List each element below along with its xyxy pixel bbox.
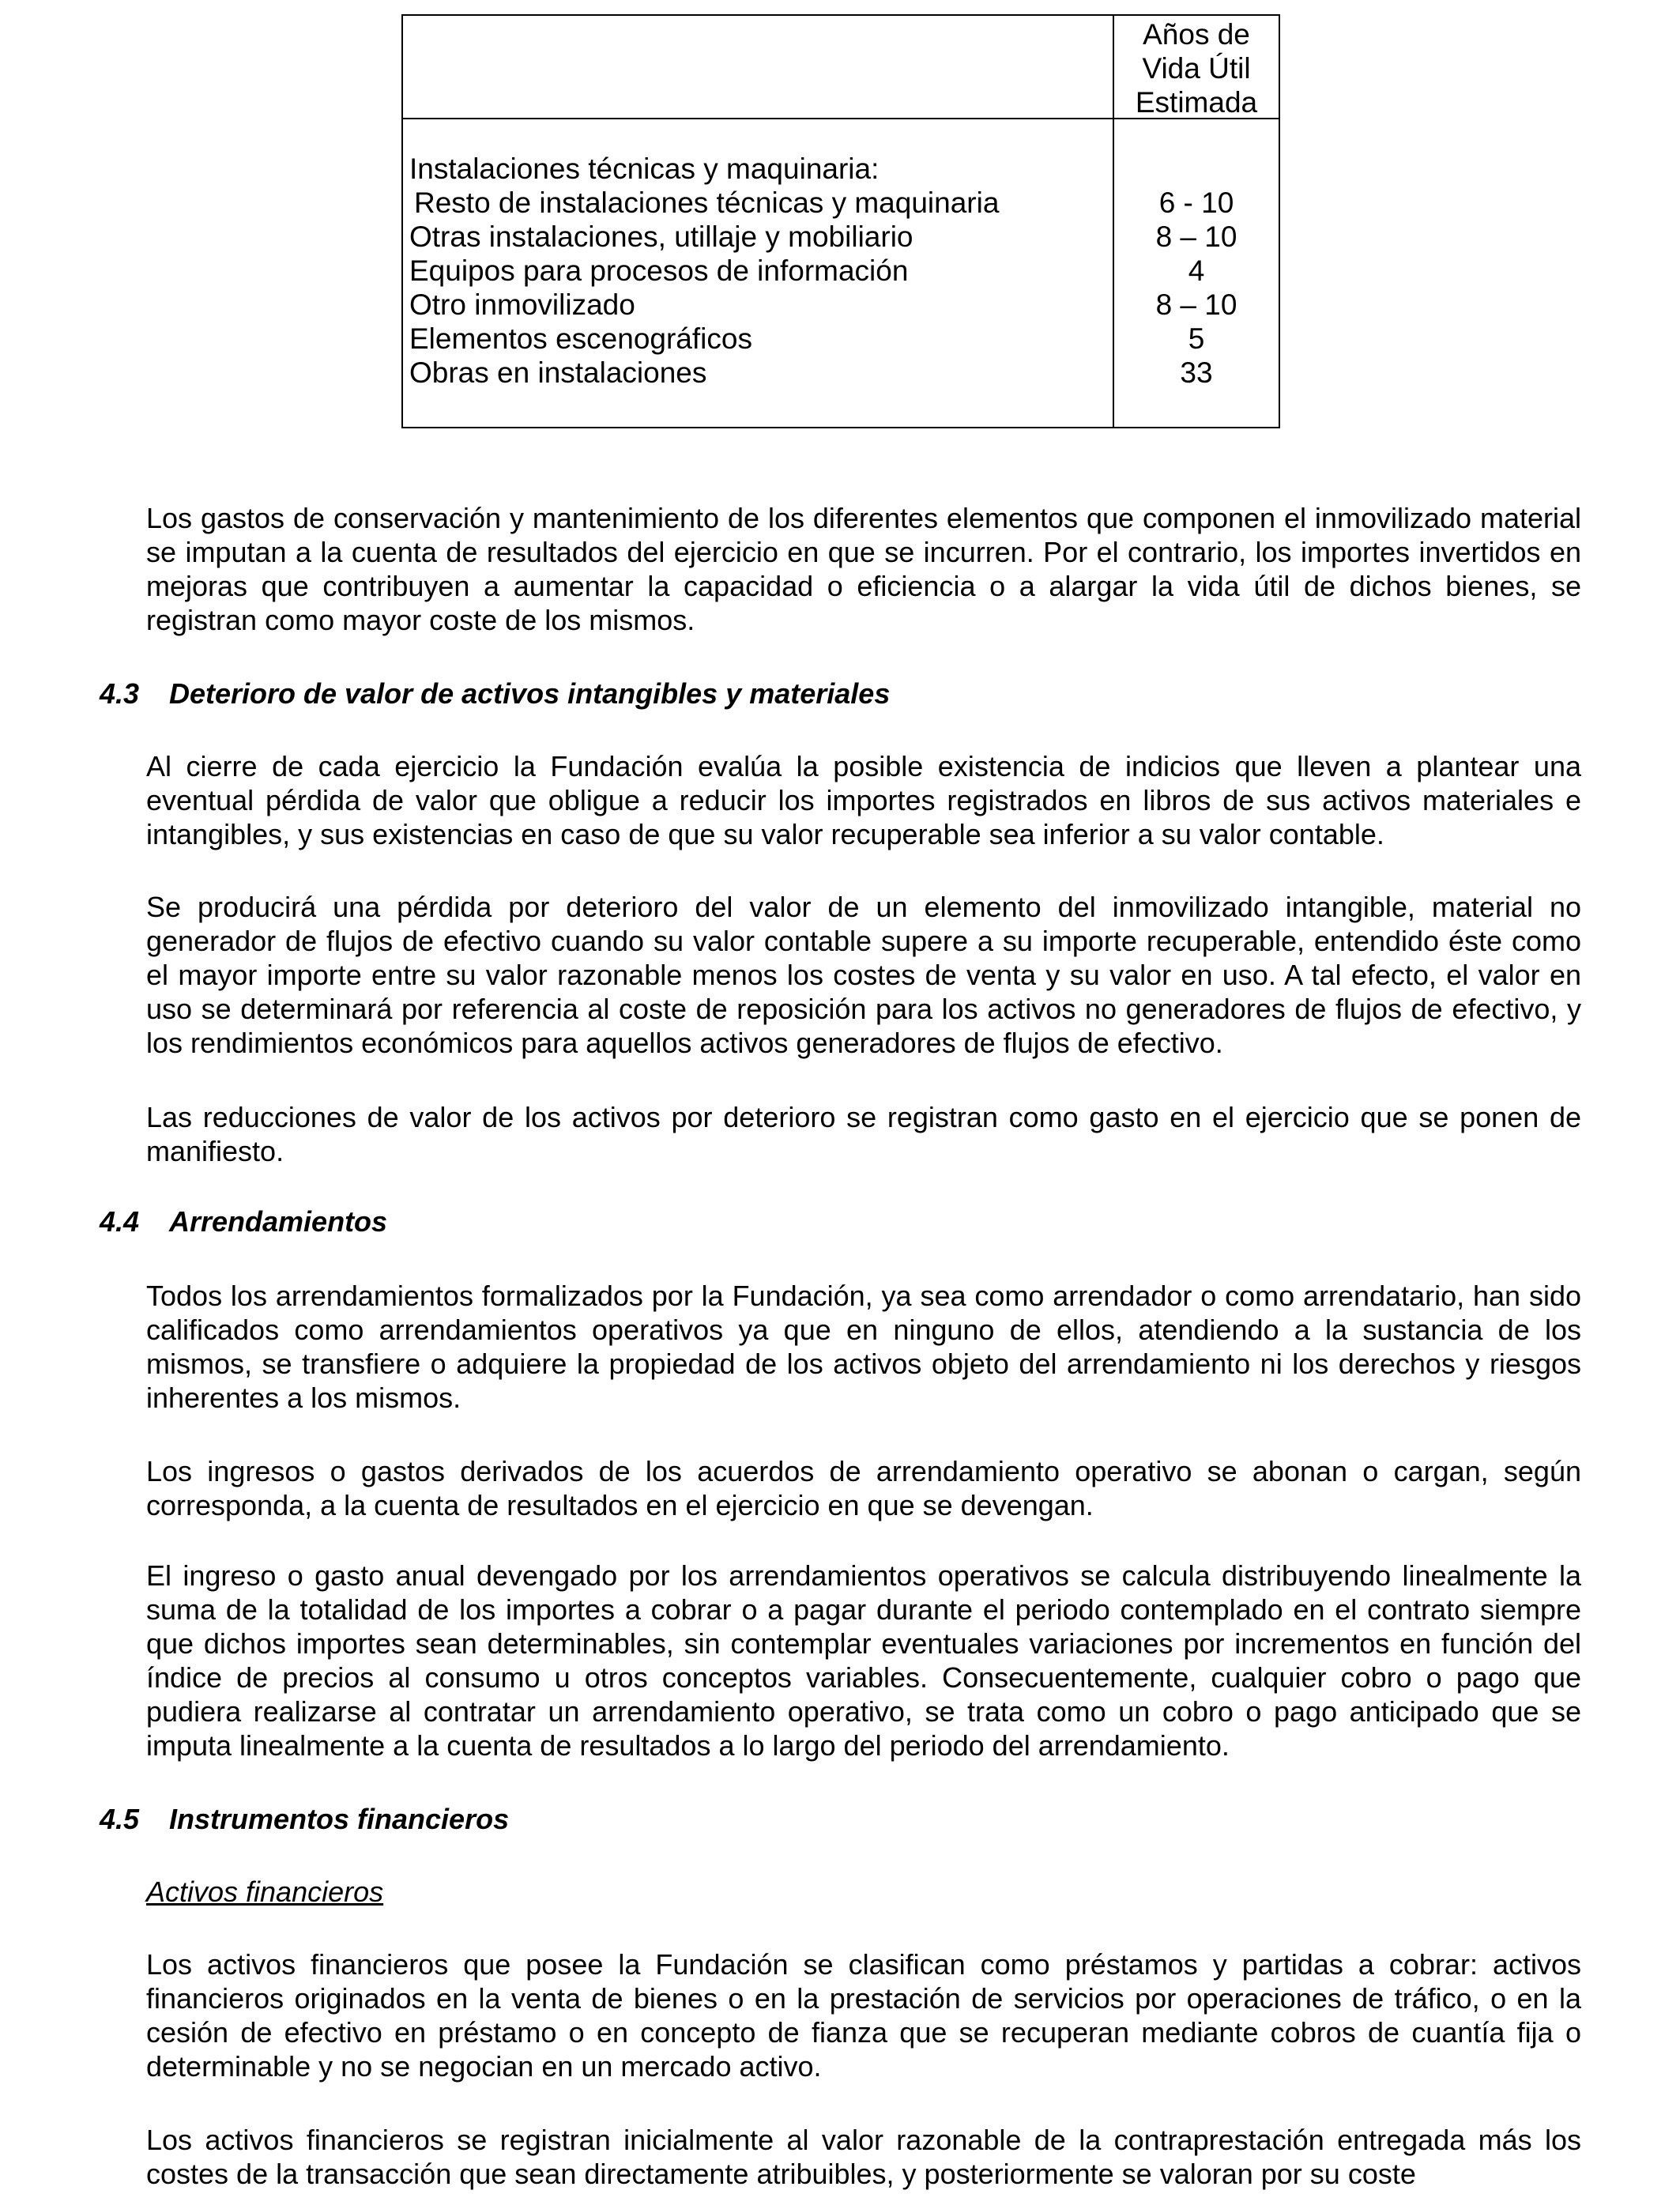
section-title: Arrendamientos: [169, 1205, 388, 1238]
table-row-label: Resto de instalaciones técnicas y maquinaria: [414, 187, 1000, 219]
table-row: [403, 186, 1279, 220]
section-title: Deterioro de valor de activos intangibles y materiales: [169, 677, 891, 710]
table-row-value: 5: [1188, 322, 1205, 355]
table-row-value: 4: [1188, 254, 1205, 287]
table-row: [403, 322, 1279, 356]
table-row: [403, 288, 1279, 322]
section-4-3-paragraph: Se producirá una pérdida por deterioro del valor de un elemento del inmovilizado intangible, material no generador de flujos de efectivo cuando su valor contable supere a su importe recuperable, entendido éste como el mayor importe entre su valor razonable menos los costes de venta y su valor en uso. A tal efecto, el valor en uso se determinará por referencia al coste de reposición para los activos no generadores de flujos de efectivo, y los rendimientos económicos para aquellos activos generadores de flujos de efectivo.: [146, 891, 1581, 1059]
table-header-line: Estimada: [1135, 86, 1258, 119]
table-row-value: 6 - 10: [1158, 187, 1234, 219]
section-number: 4.3: [100, 677, 140, 710]
table-row-value: 33: [1180, 356, 1213, 389]
table-row-value: 8 – 10: [1155, 288, 1237, 321]
section-heading-4-4: [100, 1204, 387, 1238]
table-group-row: [403, 152, 1279, 186]
section-title: Instrumentos financieros: [169, 1803, 510, 1835]
table-header-years: [1114, 16, 1279, 119]
section-4-3-paragraph: Las reducciones de valor de los activos por deterioro se registran como gasto en el ejercicio que se ponen de manifiesto.: [146, 1101, 1581, 1167]
table-row-label: Obras en instalaciones: [409, 356, 707, 389]
section-heading-4-5: [100, 1802, 509, 1836]
section-number: 4.5: [100, 1803, 140, 1835]
section-4-4-paragraph: Los ingresos o gastos derivados de los acuerdos de arrendamiento operativo se abonan o cargan, según corresponda, a la cuenta de resultados en el ejercicio en que se devengan.: [146, 1455, 1581, 1521]
table-body: [403, 152, 1279, 390]
useful-life-table: [401, 14, 1280, 428]
section-4-4-paragraph: El ingreso o gasto anual devengado por los arrendamientos operativos se calcula distribuyendo linealmente la suma de la totalidad de los importes a cobrar o a pagar durante el periodo contemplado en el contrato siempre que dichos importes sean determinables, sin contemplar eventuales variaciones por incrementos en función del índice de precios al consumo u otros conceptos variables. Consecuentemente, cualquier cobro o pago que pudiera realizarse al contratar un arrendamiento operativo, se trata como un cobro o pago anticipado que se imputa linealmente a la cuenta de resultados a lo largo del periodo del arrendamiento.: [146, 1559, 1581, 1762]
table-row-label: Otras instalaciones, utillaje y mobiliario: [409, 221, 913, 253]
table-row: [403, 254, 1279, 288]
section-4-5-paragraph: Los activos financieros se registran inicialmente al valor razonable de la contraprestación entregada más los costes de la transacción que sean directamente atribuibles, y posteriormente se valoran por su coste: [146, 2124, 1581, 2190]
table-header-line: Vida Útil: [1142, 52, 1251, 85]
subheading-activos-financieros: Activos financieros: [146, 1875, 384, 1908]
section-4-4-paragraph: Todos los arrendamientos formalizados por la Fundación, ya sea como arrendador o como arrendatario, han sido calificados como arrendamientos operativos ya que en ninguno de ellos, atendiendo a la sustancia de los mismos, se transfiere o adquiere la propiedad de los activos objeto del arrendamiento ni los derechos y riesgos inherentes a los mismos.: [146, 1280, 1581, 1414]
table-row-label: Elementos escenográficos: [409, 322, 752, 355]
table-row-label: Otro inmovilizado: [409, 288, 635, 321]
maintenance-paragraph: Los gastos de conservación y mantenimiento de los diferentes elementos que componen el inmovilizado material se imputan a la cuenta de resultados del ejercicio en que se incurren. Por el contrario, los importes invertidos en mejoras que contribuyen a aumentar la capacidad o eficiencia o a alargar la vida útil de dichos bienes, se registran como mayor coste de los mismos.: [146, 502, 1581, 636]
table-row-value: 8 – 10: [1155, 221, 1237, 253]
section-number: 4.4: [100, 1205, 140, 1238]
table-row: [403, 356, 1279, 390]
section-4-3-paragraph: Al cierre de cada ejercicio la Fundación evalúa la posible existencia de indicios que lleven a plantear una eventual pérdida de valor que obligue a reducir los importes registrados en libros de sus activos materiales e intangibles, y sus existencias en caso de que su valor recuperable sea inferior a su valor contable.: [146, 750, 1581, 850]
table-header-line: Años de: [1143, 18, 1250, 51]
table-group-label: Instalaciones técnicas y maquinaria:: [409, 153, 880, 185]
table-row-label: Equipos para procesos de información: [409, 254, 909, 287]
section-4-5-paragraph: Los activos financieros que posee la Fundación se clasifican como préstamos y partidas a cobrar: activos financieros originados en la venta de bienes o en la prestación de servicios por operaciones de tráfico, o en la cesión de efectivo en préstamo o en concepto de fianza que se recuperan mediante cobros de cuantía fija o determinable y no se negocian en un mercado activo.: [146, 1948, 1581, 2083]
section-heading-4-3: [100, 677, 890, 711]
table-row: [403, 220, 1279, 254]
